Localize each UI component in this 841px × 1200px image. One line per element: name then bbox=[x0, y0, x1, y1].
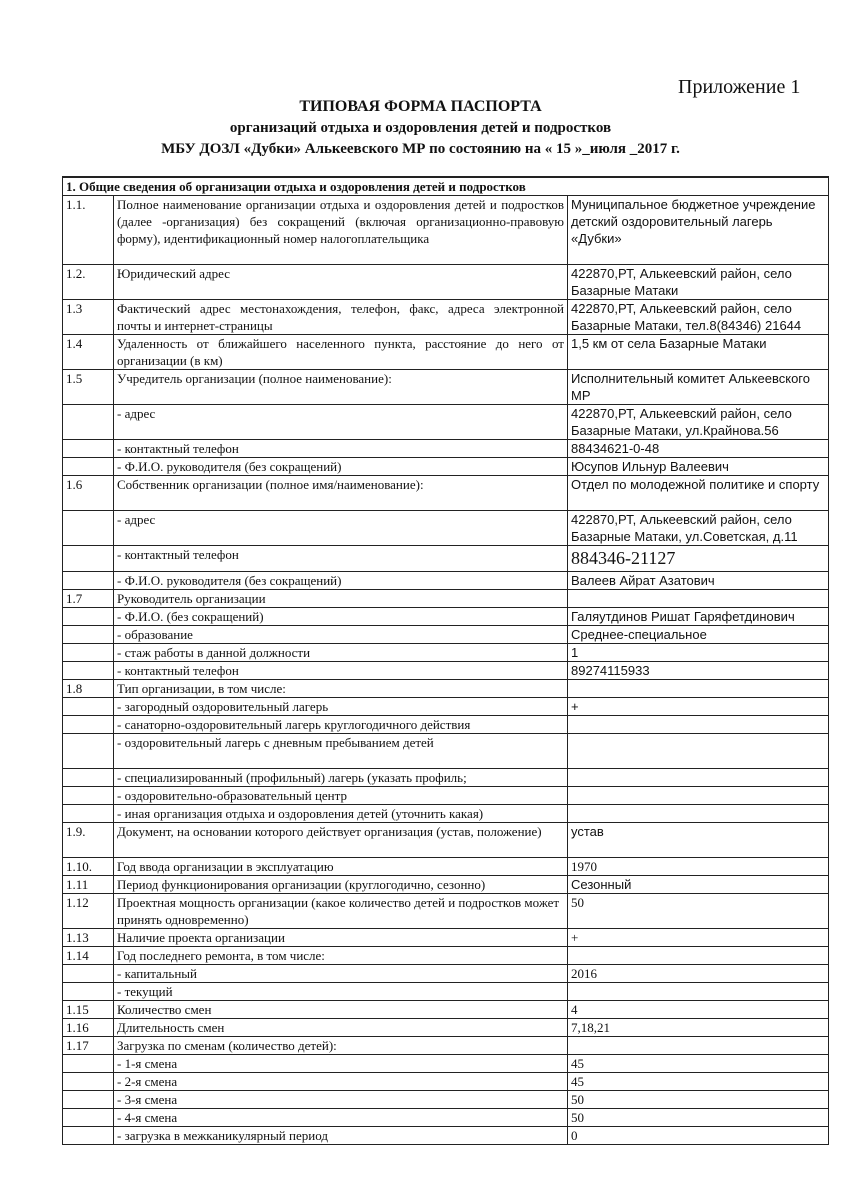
table-row bbox=[63, 823, 829, 858]
row-label: Год ввода организации в эксплуатацию bbox=[114, 858, 568, 876]
row-label: - капитальный bbox=[114, 965, 568, 983]
row-label: Год последнего ремонта, в том числе: bbox=[114, 947, 568, 965]
row-label: - 4-я смена bbox=[114, 1109, 568, 1127]
row-value: 1 bbox=[568, 644, 829, 662]
row-number: 1.4 bbox=[63, 335, 114, 370]
row-number bbox=[63, 805, 114, 823]
row-number bbox=[63, 698, 114, 716]
row-label: Длительность смен bbox=[114, 1019, 568, 1037]
row-value bbox=[568, 805, 829, 823]
document-title: ТИПОВАЯ ФОРМА ПАСПОРТА bbox=[299, 98, 542, 115]
row-value: Отдел по молодежной политике и спорту bbox=[568, 476, 829, 511]
row-number bbox=[63, 716, 114, 734]
row-label: - 3-я смена bbox=[114, 1091, 568, 1109]
row-value: 1,5 км от села Базарные Матаки bbox=[568, 335, 829, 370]
row-label: Тип организации, в том числе: bbox=[114, 680, 568, 698]
table-row bbox=[63, 716, 829, 734]
row-label: - специализированный (профильный) лагерь (указать профиль; bbox=[114, 769, 568, 787]
table-row bbox=[63, 1073, 829, 1091]
table-row bbox=[63, 590, 829, 608]
row-label: - стаж работы в данной должности bbox=[114, 644, 568, 662]
appendix-label: Приложение 1 bbox=[678, 76, 801, 98]
row-value: 422870,РТ, Алькеевский район, село Базарные Матаки, ул.Советская, д.11 bbox=[568, 511, 829, 546]
row-value: Среднее-специальное bbox=[568, 626, 829, 644]
row-label: - иная организация отдыха и оздоровления детей (уточнить какая) bbox=[114, 805, 568, 823]
table-row bbox=[63, 947, 829, 965]
row-value: Сезонный bbox=[568, 876, 829, 894]
row-value bbox=[568, 947, 829, 965]
row-number bbox=[63, 626, 114, 644]
row-number bbox=[63, 1055, 114, 1073]
table-row bbox=[63, 1019, 829, 1037]
row-number: 1.15 bbox=[63, 1001, 114, 1019]
row-number bbox=[63, 965, 114, 983]
table-row bbox=[63, 1001, 829, 1019]
row-label: Документ, на основании которого действует организация (устав, положение) bbox=[114, 823, 568, 858]
row-number bbox=[63, 787, 114, 805]
table-row bbox=[63, 965, 829, 983]
row-label: - 2-я смена bbox=[114, 1073, 568, 1091]
table-row bbox=[63, 458, 829, 476]
row-value: Исполнительный комитет Алькеевского МР bbox=[568, 370, 829, 405]
row-number: 1.7 bbox=[63, 590, 114, 608]
row-number bbox=[63, 734, 114, 769]
table-row bbox=[63, 805, 829, 823]
row-label: Проектная мощность организации (какое количество детей и подростков может принять одновременно) bbox=[114, 894, 568, 929]
row-value: 89274115933 bbox=[568, 662, 829, 680]
table-row bbox=[63, 644, 829, 662]
row-label: Фактический адрес местонахождения, телефон, факс, адреса электронной почты и интернет-страницы bbox=[114, 300, 568, 335]
row-value: + bbox=[568, 698, 829, 716]
row-number bbox=[63, 440, 114, 458]
table-row bbox=[63, 1127, 829, 1145]
row-value: 422870,РТ, Алькеевский район, село Базарные Матаки, ул.Крайнова.56 bbox=[568, 405, 829, 440]
table-row bbox=[63, 476, 829, 511]
row-label: Собственник организации (полное имя/наименование): bbox=[114, 476, 568, 511]
row-number bbox=[63, 511, 114, 546]
table-row bbox=[63, 511, 829, 546]
row-number: 1.5 bbox=[63, 370, 114, 405]
row-number: 1.11 bbox=[63, 876, 114, 894]
table-row bbox=[63, 680, 829, 698]
table-row bbox=[63, 787, 829, 805]
table-row bbox=[63, 405, 829, 440]
row-number bbox=[63, 983, 114, 1001]
row-value: Юсупов Ильнур Валеевич bbox=[568, 458, 829, 476]
row-label: - образование bbox=[114, 626, 568, 644]
row-value: 1970 bbox=[568, 858, 829, 876]
row-number bbox=[63, 572, 114, 590]
row-value: 0 bbox=[568, 1127, 829, 1145]
row-label: - оздоровительный лагерь с дневным пребыванием детей bbox=[114, 734, 568, 769]
row-number: 1.14 bbox=[63, 947, 114, 965]
table-row bbox=[63, 769, 829, 787]
row-number bbox=[63, 1091, 114, 1109]
row-value bbox=[568, 769, 829, 787]
passport-table bbox=[62, 176, 829, 1145]
table-row bbox=[63, 662, 829, 680]
row-number bbox=[63, 769, 114, 787]
row-label: - 1-я смена bbox=[114, 1055, 568, 1073]
row-label: - загрузка в межканикулярный период bbox=[114, 1127, 568, 1145]
row-label: - оздоровительно-образовательный центр bbox=[114, 787, 568, 805]
row-number bbox=[63, 644, 114, 662]
table-row bbox=[63, 876, 829, 894]
row-label: - текущий bbox=[114, 983, 568, 1001]
row-label: Период функционирования организации (круглогодично, сезонно) bbox=[114, 876, 568, 894]
row-number: 1.8 bbox=[63, 680, 114, 698]
row-value: 884346-21127 bbox=[568, 546, 829, 572]
row-value: устав bbox=[568, 823, 829, 858]
row-value: 50 bbox=[568, 1091, 829, 1109]
row-number: 1.2. bbox=[63, 265, 114, 300]
row-value bbox=[568, 734, 829, 769]
row-value: Галяутдинов Ришат Гаряфетдинович bbox=[568, 608, 829, 626]
table-row bbox=[63, 1109, 829, 1127]
table-row bbox=[63, 440, 829, 458]
table-row bbox=[63, 196, 829, 265]
row-number: 1.6 bbox=[63, 476, 114, 511]
table-row bbox=[63, 546, 829, 572]
row-value: 7,18,21 bbox=[568, 1019, 829, 1037]
document-subtitle: организаций отдыха и оздоровления детей и подростков bbox=[229, 120, 612, 136]
table-row bbox=[63, 894, 829, 929]
row-value: 2016 bbox=[568, 965, 829, 983]
row-label: Количество смен bbox=[114, 1001, 568, 1019]
row-value: + bbox=[568, 929, 829, 947]
row-value bbox=[568, 590, 829, 608]
row-number: 1.10. bbox=[63, 858, 114, 876]
row-label: Наличие проекта организации bbox=[114, 929, 568, 947]
table-row bbox=[63, 335, 829, 370]
row-number: 1.16 bbox=[63, 1019, 114, 1037]
row-value bbox=[568, 983, 829, 1001]
row-label: - контактный телефон bbox=[114, 546, 568, 572]
row-value: 50 bbox=[568, 1109, 829, 1127]
row-label: Руководитель организации bbox=[114, 590, 568, 608]
table-row bbox=[63, 734, 829, 769]
row-value bbox=[568, 680, 829, 698]
section-title: 1. Общие сведения об организации отдыха и оздоровления детей и подростков bbox=[63, 177, 829, 196]
row-number: 1.17 bbox=[63, 1037, 114, 1055]
row-number: 1.12 bbox=[63, 894, 114, 929]
row-label: - загородный оздоровительный лагерь bbox=[114, 698, 568, 716]
row-label: - санаторно-оздоровительный лагерь круглогодичного действия bbox=[114, 716, 568, 734]
row-number: 1.13 bbox=[63, 929, 114, 947]
row-number bbox=[63, 1109, 114, 1127]
organization-line: МБУ ДОЗЛ «Дубки» Алькеевского МР по состоянию на « 15 »_июля _2017 г. bbox=[161, 141, 680, 157]
table-row bbox=[63, 1055, 829, 1073]
row-label: Учредитель организации (полное наименование): bbox=[114, 370, 568, 405]
row-value: 4 bbox=[568, 1001, 829, 1019]
row-label: Полное наименование организации отдыха и оздоровления детей и подростков (далее -организация) без сокращений (включая организационно-правовую форму), идентификационный номер налогоплательщика bbox=[114, 196, 568, 265]
table-row bbox=[63, 1091, 829, 1109]
row-number bbox=[63, 546, 114, 572]
row-label: - адрес bbox=[114, 511, 568, 546]
table-row bbox=[63, 626, 829, 644]
row-number bbox=[63, 405, 114, 440]
row-label: Юридический адрес bbox=[114, 265, 568, 300]
row-value bbox=[568, 716, 829, 734]
row-label: - Ф.И.О. руководителя (без сокращений) bbox=[114, 458, 568, 476]
row-number: 1.1. bbox=[63, 196, 114, 265]
row-number: 1.3 bbox=[63, 300, 114, 335]
row-value: 422870,РТ, Алькеевский район, село Базарные Матаки bbox=[568, 265, 829, 300]
row-number bbox=[63, 608, 114, 626]
row-number bbox=[63, 1127, 114, 1145]
row-value: 50 bbox=[568, 894, 829, 929]
row-number bbox=[63, 1073, 114, 1091]
row-label: - адрес bbox=[114, 405, 568, 440]
row-number: 1.9. bbox=[63, 823, 114, 858]
row-number bbox=[63, 458, 114, 476]
row-value: 45 bbox=[568, 1055, 829, 1073]
section-header-row bbox=[63, 177, 829, 196]
row-number bbox=[63, 662, 114, 680]
row-value: Муниципальное бюджетное учреждение детский оздоровительный лагерь «Дубки» bbox=[568, 196, 829, 265]
row-label: - контактный телефон bbox=[114, 662, 568, 680]
table-row bbox=[63, 858, 829, 876]
table-row bbox=[63, 370, 829, 405]
row-label: - Ф.И.О. руководителя (без сокращений) bbox=[114, 572, 568, 590]
table-row bbox=[63, 300, 829, 335]
row-value: Валеев Айрат Азатович bbox=[568, 572, 829, 590]
table-row bbox=[63, 265, 829, 300]
row-value: 422870,РТ, Алькеевский район, село Базарные Матаки, тел.8(84346) 21644 bbox=[568, 300, 829, 335]
row-label: - Ф.И.О. (без сокращений) bbox=[114, 608, 568, 626]
row-label: - контактный телефон bbox=[114, 440, 568, 458]
table-row bbox=[63, 929, 829, 947]
row-value bbox=[568, 1037, 829, 1055]
row-value bbox=[568, 787, 829, 805]
row-label: Загрузка по сменам (количество детей): bbox=[114, 1037, 568, 1055]
table-row bbox=[63, 698, 829, 716]
row-value: 45 bbox=[568, 1073, 829, 1091]
table-row bbox=[63, 572, 829, 590]
row-value: 88434621-0-48 bbox=[568, 440, 829, 458]
row-label: Удаленность от ближайшего населенного пункта, расстояние до него от организации (в км) bbox=[114, 335, 568, 370]
table-row bbox=[63, 608, 829, 626]
table-row bbox=[63, 1037, 829, 1055]
table-row bbox=[63, 983, 829, 1001]
